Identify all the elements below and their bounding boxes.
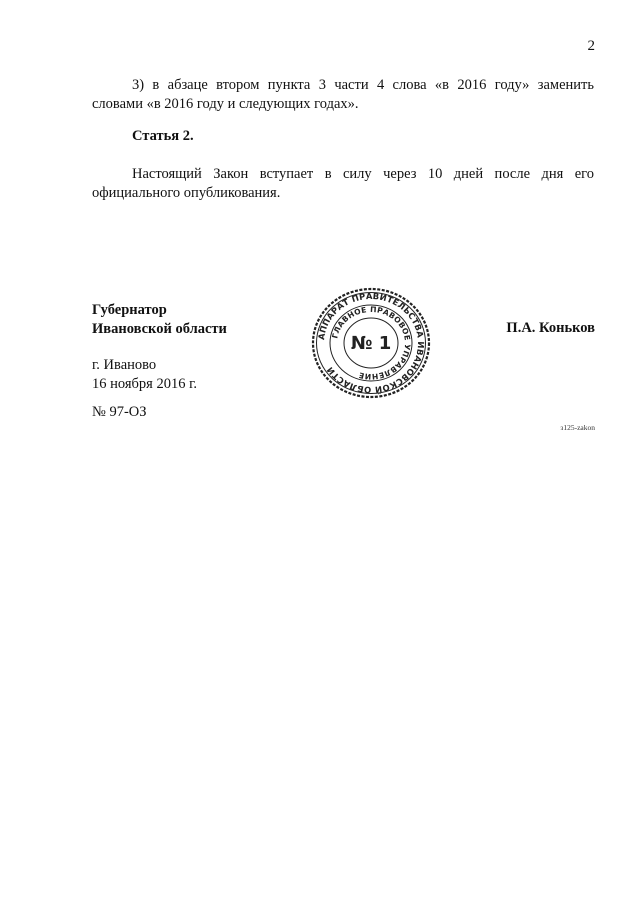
paragraph-line: словами «в 2016 году и следующих годах». [92,96,359,112]
law-number: № 97-ОЗ [92,404,147,420]
stamp-inner-text: ГЛАВНОЕ ПРАВОВОЕ УПРАВЛЕНИЕ [330,304,413,382]
paragraph-line: Настоящий Закон вступает в силу через 10 дней после дня его [132,166,594,182]
paragraph-item-3 [92,76,594,114]
date: 16 ноября 2016 г. [92,376,198,392]
place: г. Иваново [92,357,157,373]
place-and-date [92,356,197,394]
article-title: Статья 2. [132,128,194,144]
paragraph-line: 3) в абзаце втором пункта 3 части 4 слова «в 2016 году» заменить [132,77,594,93]
page-number: 2 [587,38,595,54]
file-code: з125-zakon [560,423,595,432]
signatory-title-line: Губернатор [92,302,167,318]
signatory-title-line: Ивановской области [92,321,227,337]
paragraph-article-2 [92,165,594,203]
stamp-center-text: № 1 [350,333,392,354]
signatory-title [92,301,227,339]
signatory-name: П.А. Коньков [506,320,595,336]
paragraph-line: официального опубликования. [92,185,281,201]
stamp-outer-text: АППАРАТ ПРАВИТЕЛЬСТВА ИВАНОВСКОЙ ОБЛАСТИ [316,290,427,396]
official-stamp [311,287,431,399]
